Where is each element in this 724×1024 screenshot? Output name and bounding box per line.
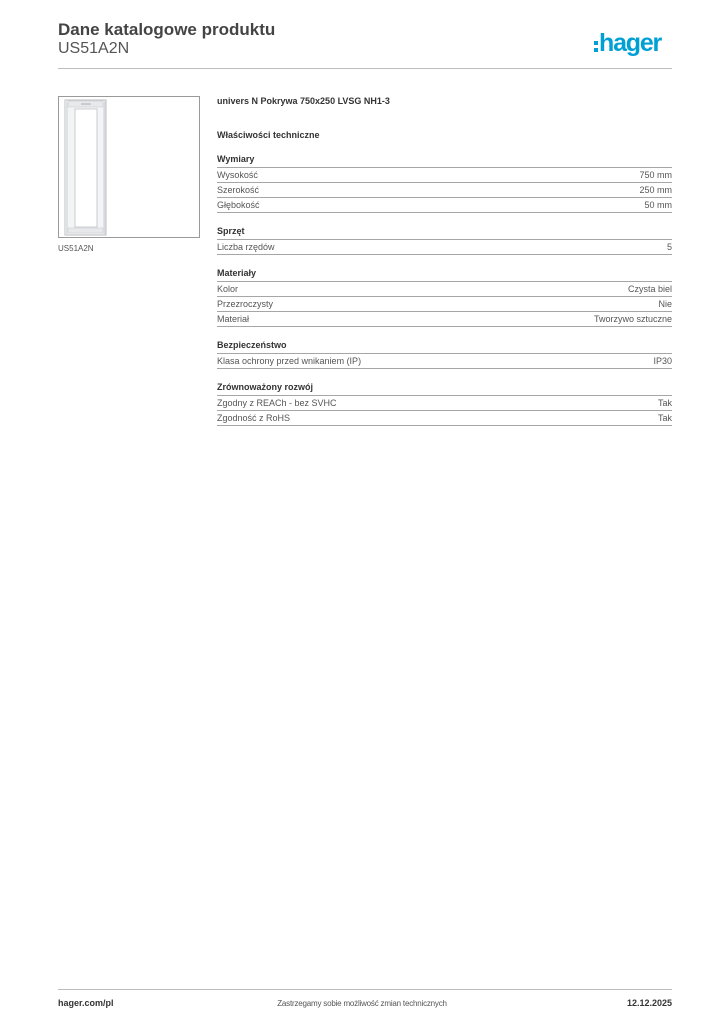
cover-panel-icon bbox=[59, 97, 199, 237]
property-label: Liczba rzędów bbox=[217, 242, 275, 252]
tech-properties-heading: Właściwości techniczne bbox=[217, 130, 320, 140]
property-label: Przezroczysty bbox=[217, 299, 274, 309]
section-title: Zrównoważony rozwój bbox=[217, 381, 672, 396]
logo-text: hager bbox=[599, 29, 662, 57]
section-sustainability bbox=[217, 381, 672, 426]
property-row bbox=[217, 198, 672, 213]
property-value: 750 mm bbox=[639, 170, 672, 180]
property-value: IP30 bbox=[653, 356, 672, 366]
header-divider bbox=[58, 68, 672, 69]
footer-website-link[interactable]: hager.com/pl bbox=[58, 998, 114, 1008]
footer-notice: Zastrzegamy sobie możliwość zmian technicznych bbox=[277, 999, 447, 1008]
property-row bbox=[217, 396, 672, 411]
page-title: Dane katalogowe produktu bbox=[58, 20, 276, 39]
footer-date: 12.12.2025 bbox=[626, 998, 672, 1008]
section-title: Wymiary bbox=[217, 153, 672, 168]
property-row bbox=[217, 282, 672, 297]
property-label: Materiał bbox=[217, 314, 250, 324]
product-details bbox=[217, 95, 672, 426]
property-row bbox=[217, 411, 672, 426]
property-row bbox=[217, 354, 672, 369]
product-code: US51A2N bbox=[58, 40, 130, 57]
product-name: univers N Pokrywa 750x250 LVSG NH1-3 bbox=[217, 96, 390, 106]
property-label: Zgodny z REACh - bez SVHC bbox=[217, 398, 337, 408]
logo-colon-icon bbox=[594, 41, 598, 52]
property-row bbox=[217, 240, 672, 255]
property-row bbox=[217, 312, 672, 327]
property-label: Klasa ochrony przed wnikaniem (IP) bbox=[217, 356, 362, 366]
property-row bbox=[217, 168, 672, 183]
property-label: Kolor bbox=[217, 284, 239, 294]
property-value: 5 bbox=[666, 242, 672, 252]
property-value: 250 mm bbox=[639, 185, 672, 195]
product-image bbox=[58, 96, 200, 238]
section-title: Bezpieczeństwo bbox=[217, 339, 672, 354]
section-title: Sprzęt bbox=[217, 225, 672, 240]
property-value: Czysta biel bbox=[627, 284, 672, 294]
property-label: Zgodność z RoHS bbox=[217, 413, 291, 423]
property-value: Tak bbox=[657, 413, 672, 423]
section-materials bbox=[217, 267, 672, 327]
property-value: 50 mm bbox=[644, 200, 672, 210]
section-title: Materiały bbox=[217, 267, 672, 282]
section-equipment bbox=[217, 225, 672, 255]
property-label: Szerokość bbox=[217, 185, 260, 195]
property-label: Głębokość bbox=[217, 200, 260, 210]
section-dimensions bbox=[217, 153, 672, 213]
hager-logo[interactable] bbox=[594, 26, 676, 58]
property-value: Tworzywo sztuczne bbox=[593, 314, 672, 324]
property-row bbox=[217, 183, 672, 198]
property-row bbox=[217, 297, 672, 312]
property-value: Nie bbox=[658, 299, 672, 309]
property-label: Wysokość bbox=[217, 170, 258, 180]
footer-divider bbox=[58, 989, 672, 990]
property-value: Tak bbox=[657, 398, 672, 408]
image-caption: US51A2N bbox=[58, 244, 94, 253]
section-safety bbox=[217, 339, 672, 369]
